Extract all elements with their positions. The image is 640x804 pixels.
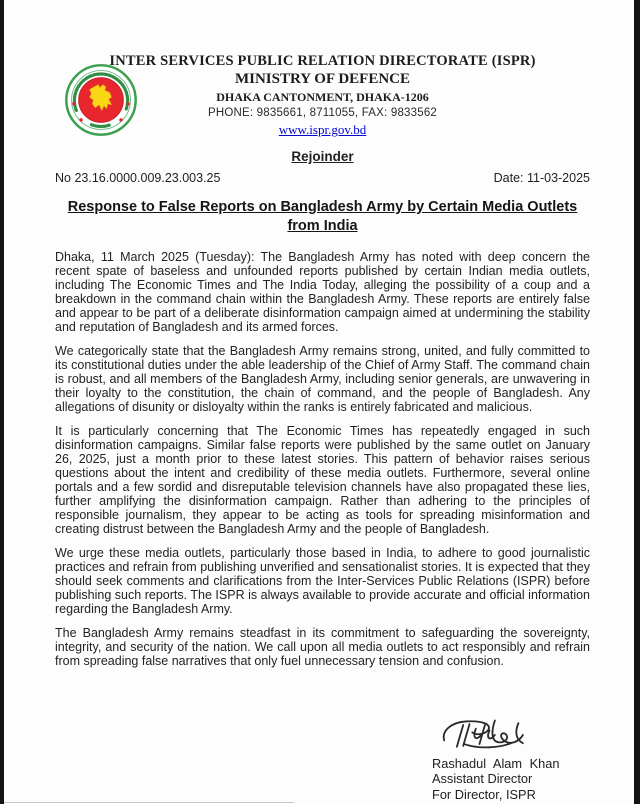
letterhead: [55, 52, 590, 139]
doc-date: Date: 11-03-2025: [493, 171, 590, 185]
signatory-for-line: For Director, ISPR: [432, 786, 536, 802]
ref-date-row: [55, 170, 590, 186]
scan-artifact-line: [4, 802, 294, 803]
website-link[interactable]: www.ispr.gov.bd: [278, 122, 367, 137]
ministry-name: MINISTRY OF DEFENCE: [234, 71, 411, 87]
org-name: INTER SERVICES PUBLIC RELATION DIRECTORATE (ISPR): [109, 53, 536, 69]
paragraph: Dhaka, 11 March 2025 (Tuesday): The Bangladesh Army has noted with deep concern the recent spate of baseless and unfounded reports published by certain Indian media outlets, including The Economic Times and The India Today, alleging the possibility of a coup and a breakdown in the command chain within the Bangladesh Army. These reports are entirely false and appear to be part of a deliberate disinformation campaign aimed at undermining the stability and reputation of Bangladesh and its armed forces.: [55, 250, 590, 334]
paragraph: We categorically state that the Bangladesh Army remains strong, united, and fully committed to its constitutional duties under the able leadership of the Chief of Army Staff. The command chain is robust, and all members of the Bangladesh Army, including senior generals, are unwavering in their loyalty to the constitution, the chain of command, and the people of Bangladesh. Any allegations of disunity or disloyalty within the ranks is entirely fabricated and malicious.: [55, 344, 590, 414]
doc-type-label: Rejoinder: [291, 149, 354, 164]
phone-fax-line: PHONE: 9835661, 8711055, FAX: 9833562: [207, 107, 438, 119]
address-line: DHAKA CANTONMENT, DHAKA-1206: [216, 90, 429, 104]
document-body: [55, 250, 590, 678]
ref-number: No 23.16.0000.009.23.003.25: [55, 171, 221, 185]
paragraph: The Bangladesh Army remains steadfast in its commitment to safeguarding the sovereignty, integrity, and security of the nation. We call upon all media outlets to act responsibly and refrain from spreading false narratives that only fuel unnecessary tension and confusion.: [55, 626, 590, 668]
doc-title: [63, 198, 583, 236]
bangladesh-govt-emblem-icon: [63, 62, 139, 138]
signatory-designation: Assistant Director: [432, 771, 533, 786]
document-page: [4, 0, 634, 804]
signatory-name: Rashadul Alam Khan: [432, 755, 560, 771]
doc-type-heading: [55, 148, 590, 165]
doc-title-text: Response to False Reports on Bangladesh Army by Certain Media Outlets from India: [67, 199, 578, 234]
paragraph: It is particularly concerning that The Economic Times has repeatedly engaged in such disinformation campaigns. Similar false reports were published by the same outlet on January 26, 2025, just a month prior to these latest stories. This pattern of behavior raises serious questions about the intent and credibility of these media outlets. Furthermore, several online portals and a few sordid and disreputable television channels have also propagated these lies, further amplifying the disinformation campaign. Rather than adhering to the principles of responsible journalism, they appear to be acting as tools for spreading misinformation and creating distrust between the Bangladesh Army and the people of Bangladesh.: [55, 424, 590, 536]
signature-scribble: [436, 716, 532, 754]
signature-block: [432, 716, 590, 804]
paragraph: We urge these media outlets, particularly those based in India, to adhere to good journalistic practices and refrain from publishing unverified and sensationalist stories. It is expected that they should seek comments and clarifications from the Inter-Services Public Relations (ISPR) before publishing such reports. The ISPR is always available to provide accurate and official information regarding the Bangladesh Army.: [55, 546, 591, 616]
